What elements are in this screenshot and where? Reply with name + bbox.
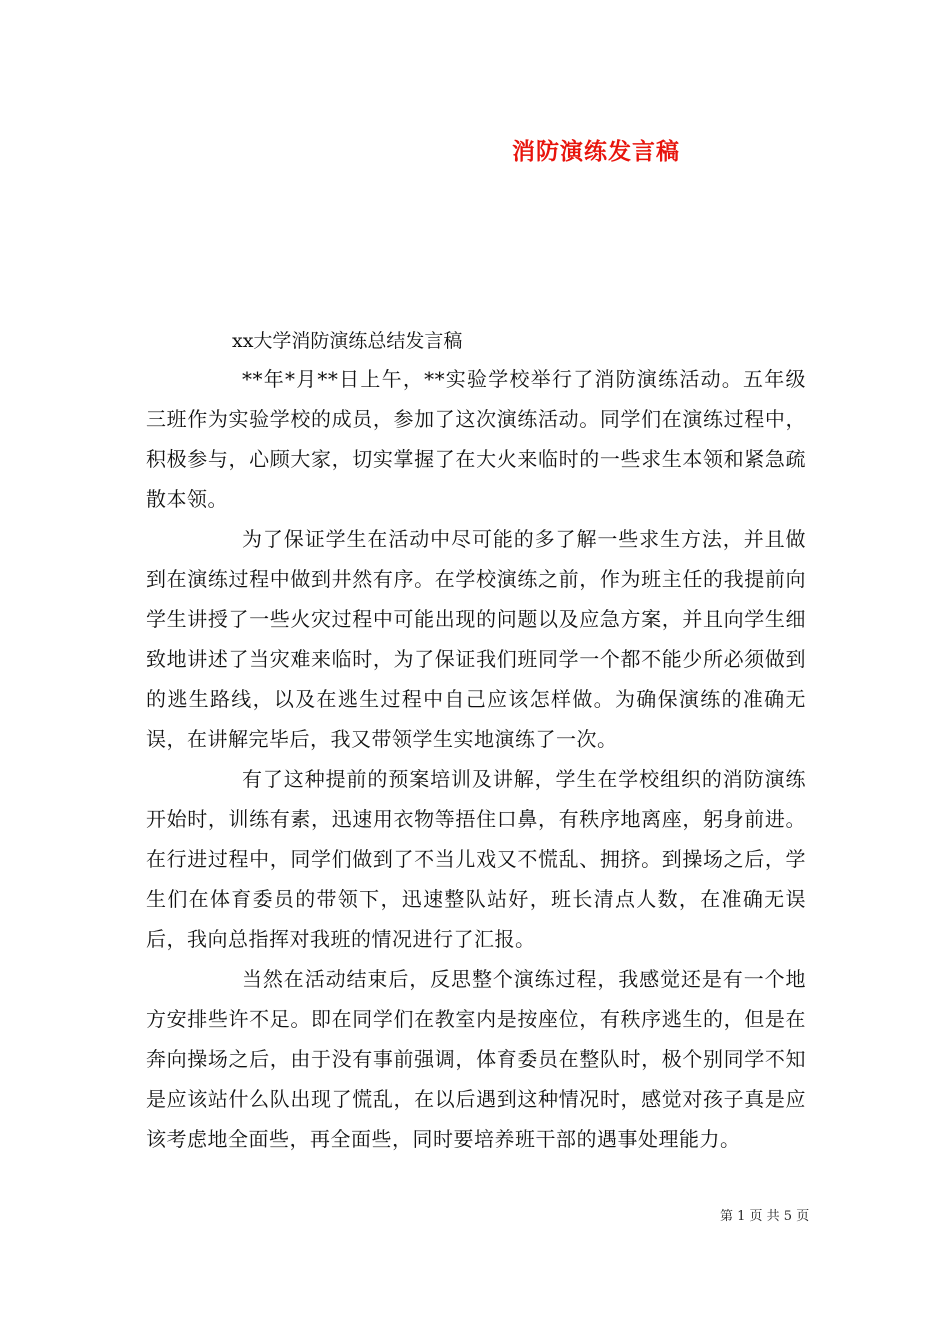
document-subtitle: xx大学消防演练总结发言稿 <box>232 330 463 352</box>
document-title: 消防演练发言稿 <box>512 138 680 165</box>
body-paragraph: 当然在活动结束后，反思整个演练过程，我感觉还是有一个地方安排些许不足。即在同学们在教室内是按座位，有秩序逃生的，但是在奔向操场之后，由于没有事前强调，体育委员在整队时，极个别同学不知是应该站什么队出现了慌乱，在以后遇到这种情况时，感觉对孩子真是应该考虑地全面些，再全面些，同时要培养班干部的遇事处理能力。 <box>146 967 806 1151</box>
body-paragraph: **年*月**日上午，**实验学校举行了消防演练活动。五年级三班作为实验学校的成员，参加了这次演练活动。同学们在演练过程中，积极参与，心顾大家，切实掌握了在大火来临时的一些求生本领和紧急疏散本领。 <box>146 367 806 511</box>
page-number-footer: 第 1 页 共 5 页 <box>720 1209 810 1224</box>
body-paragraph: 有了这种提前的预案培训及讲解，学生在学校组织的消防演练开始时，训练有素，迅速用衣物等捂住口鼻，有秩序地离座，躬身前进。在行进过程中，同学们做到了不当儿戏又不慌乱、拥挤。到操场之后，学生们在体育委员的带领下，迅速整队站好，班长清点人数，在准确无误后，我向总指挥对我班的情况进行了汇报。 <box>146 767 806 951</box>
document-body <box>146 359 806 1159</box>
body-paragraph: 为了保证学生在活动中尽可能的多了解一些求生方法，并且做到在演练过程中做到井然有序。在学校演练之前，作为班主任的我提前向学生讲授了一些火灾过程中可能出现的问题以及应急方案，并且向学生细致地讲述了当灾难来临时，为了保证我们班同学一个都不能少所必须做到的逃生路线，以及在逃生过程中自己应该怎样做。为确保演练的准确无误，在讲解完毕后，我又带领学生实地演练了一次。 <box>146 527 806 751</box>
